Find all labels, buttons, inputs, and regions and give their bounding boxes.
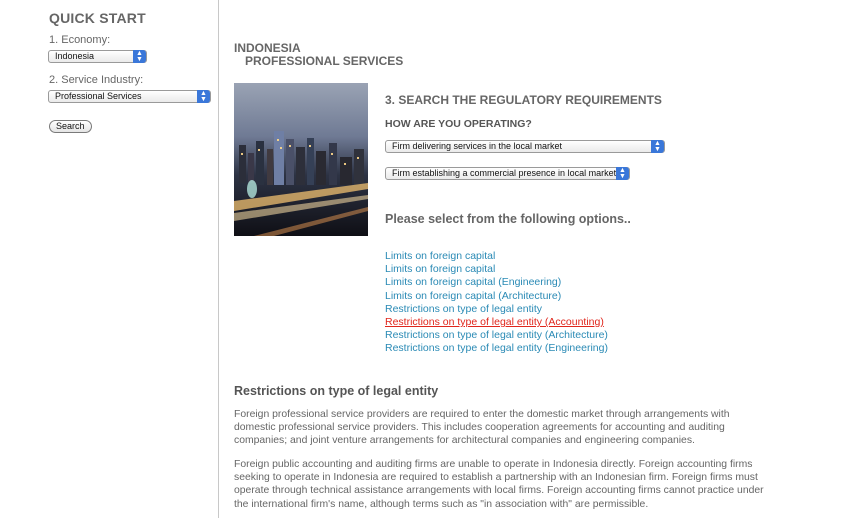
city-skyline-photo [234,83,368,236]
option-link-limits-foreign-capital-2[interactable]: Limits on foreign capital [385,263,496,276]
detail-paragraph-2: Foreign public accounting and auditing firms are unable to operate in Indonesia directly. Foreign accounting firms seeking to operate in Indonesia are required to establish a partnership with an Indonesian firm. Foreign firms must operate through technical assistance arrangements with local firms. Foreign accounting firms cannot practice under the international firm's name, although terms such as "in association with" are permissible. [234,459,764,510]
search-step-title: 3. SEARCH THE REGULATORY REQUIREMENTS [385,93,662,107]
quick-start-sidebar [0,0,219,518]
operating-mode-label: HOW ARE YOU OPERATING? [385,118,532,130]
economy-select[interactable] [48,50,147,63]
economy-label: 1. Economy: [49,34,111,46]
service-industry-label: 2. Service Industry: [49,74,144,86]
service-industry-select[interactable] [48,90,211,103]
detail-title: Restrictions on type of legal entity [234,384,439,398]
option-link-legal-entity-engineering[interactable]: Restrictions on type of legal entity (Engineering) [385,342,608,355]
select-arrows-icon: ▲ ▼ [651,140,664,153]
option-link-limits-foreign-capital-engineering[interactable]: Limits on foreign capital (Engineering) [385,276,562,289]
select-arrows-icon: ▲ ▼ [197,90,210,103]
option-link-limits-foreign-capital-architecture[interactable]: Limits on foreign capital (Architecture) [385,289,562,302]
quick-start-title: QUICK START [49,10,146,26]
select-arrows-icon: ▲ ▼ [133,50,146,63]
option-link-legal-entity-accounting[interactable]: Restrictions on type of legal entity (Accounting) [385,316,604,329]
operating-mode-select-local[interactable] [385,140,665,153]
operating-mode-local-value: Firm delivering services in the local market [392,141,563,151]
operating-mode-presence-value: Firm establishing a commercial presence in local market [392,168,617,178]
option-link-legal-entity[interactable]: Restrictions on type of legal entity [385,302,542,315]
service-industry-select-value: Professional Services [55,91,142,101]
options-title: Please select from the following options.. [385,212,631,226]
options-list [385,250,608,356]
search-button[interactable]: Search [49,120,92,133]
option-link-legal-entity-architecture[interactable]: Restrictions on type of legal entity (Architecture) [385,329,608,342]
economy-select-value: Indonesia [55,51,95,61]
operating-mode-select-presence[interactable] [385,167,630,180]
option-link-limits-foreign-capital[interactable]: Limits on foreign capital [385,250,496,262]
detail-paragraph-1: Foreign professional service providers are required to enter the domestic market through arrangements with domestic professional service providers. This includes cooperation agreements for accounting and auditing companies; and joint venture arrangements for architectural companies and engineering companies. [234,409,730,447]
country-heading: INDONESIA [234,41,301,55]
select-arrows-icon: ▲ ▼ [616,167,629,180]
sector-heading: PROFESSIONAL SERVICES [245,54,404,68]
